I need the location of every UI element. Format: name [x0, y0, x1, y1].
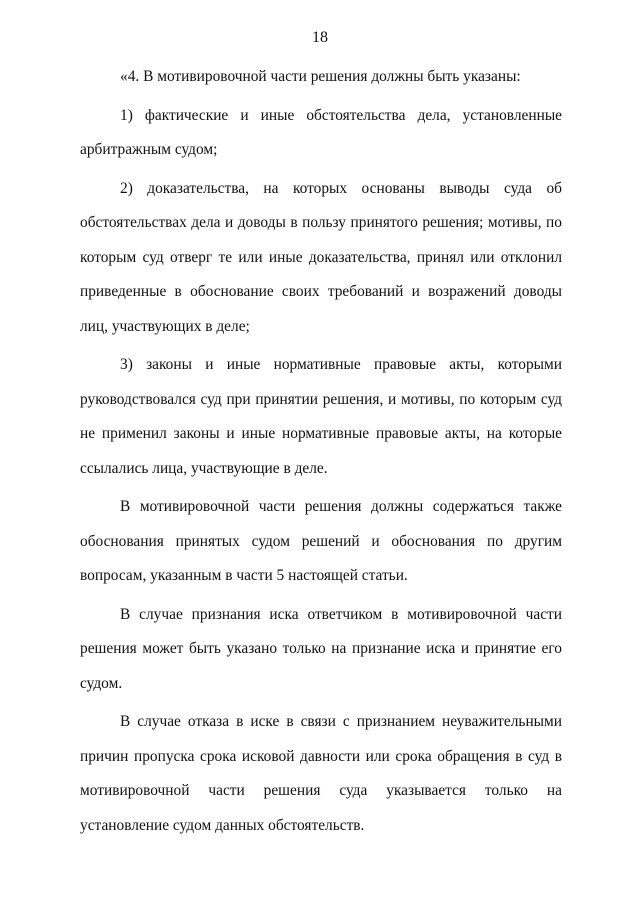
paragraph-claim-admission: В случае признания иска ответчиком в мотивировочной части решения может быть указано только на признание иска и принятие его судом. [80, 605, 562, 692]
paragraph-heading: «4. В мотивировочной части решения должны быть указаны: [120, 68, 521, 85]
paragraph-limitation-refusal: В случае отказа в иске в связи с признанием неуважительными причин пропуска срока исковой давности или срока обращения в суд в мотивировочной части решения суда указывается только на установление судом данных обстоятельств. [80, 713, 562, 834]
paragraph-item-2: 2) доказательства, на которых основаны выводы суда об обстоятельствах дела и доводы в пользу принятого решения; мотивы, по которым суд отверг те или иные доказательства, принял или отклонил приведенные в обоснование своих требований и возражений доводы лиц, участвующих в деле; [80, 179, 562, 335]
paragraph-item-3: 3) законы и иные нормативные правовые акты, которыми руководствовался суд при принятии решения, и мотивы, по которым суд не применил законы и иные нормативные правовые акты, на которые ссылались лица, участвующие в деле. [80, 356, 562, 477]
paragraph-additional-grounds: В мотивировочной части решения должны содержаться также обоснования принятых судом решений и обоснования по другим вопросам, указанным в части 5 настоящей статьи. [80, 498, 562, 584]
paragraph-item-1: 1) фактические и иные обстоятельства дела, установленные арбитражным судом; [80, 106, 562, 158]
page-number: 18 [312, 29, 328, 46]
document-body [80, 60, 562, 847]
